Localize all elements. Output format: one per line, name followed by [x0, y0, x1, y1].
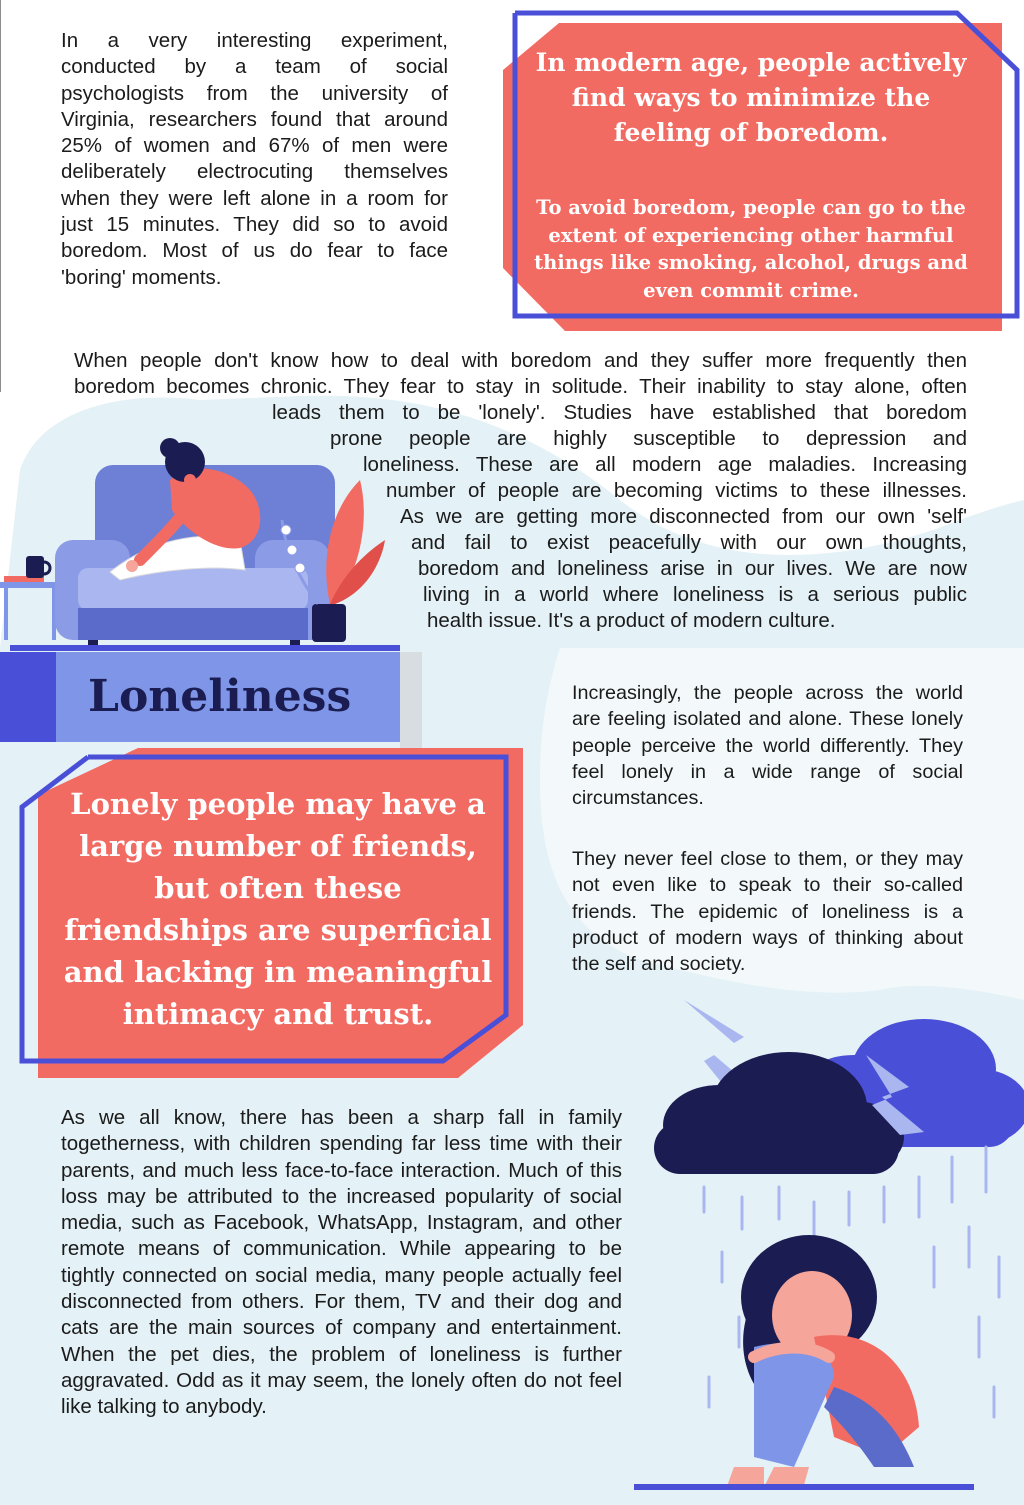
boredom-line: prone people are highly susceptible to depression and [330, 427, 967, 450]
boredom-line: number of people are becoming victims to these illnesses. [386, 479, 967, 502]
boredom-line: As we are getting more disconnected from our own 'self' [400, 505, 967, 528]
right-paragraph-2: They never feel close to them, or they may not even like to speak to their so-called friends. The epidemic of loneliness is a product of modern ways of thinking about the self and society. [572, 848, 963, 976]
boredom-line: loneliness. These are all modern age maladies. Increasing [363, 453, 967, 476]
top-callout [497, 8, 1024, 338]
section-title: Loneliness [88, 671, 352, 722]
lonely-callout [18, 745, 528, 1085]
boredom-line: leads them to be 'lonely'. Studies have established that boredom [272, 401, 967, 424]
lonely-callout-text: Lonely people may have a large number of friends, but often these friendships are superficial and lacking in meaningful intimacy and trust. [63, 787, 493, 1031]
family-paragraph: As we all know, there has been a sharp fall in family togetherness, with children spending far less time with their parents, and much less face-to-face interaction. Much of this loss may be attributed to the increased popularity of social media, such as Facebook, WhatsApp, Instagram, and other remote means of communication. While appearing to be tightly connected on social media, many people actually feel disconnected from others. For them, TV and their dog and cats are the main sources of company and entertainment. When the pet dies, the problem of loneliness is further aggravated. Odd as it may seem, the lonely often do not feel like talking to anybody. [61, 1106, 622, 1419]
boredom-line: boredom becomes chronic. They fear to stay in solitude. Their inability to stay alone, often [74, 375, 967, 398]
boredom-line: When people don't know how to deal with boredom and they suffer more frequently then [74, 349, 967, 372]
boredom-line: boredom and loneliness arise in our lives. We are now [418, 557, 967, 580]
right-paragraph-1: Increasingly, the people across the world are feeling isolated and alone. These lonely people perceive the world differently. They feel lonely in a wide range of social circumstances. [572, 682, 963, 810]
sad-woman-on-sofa-illustration [0, 390, 400, 660]
section-banner [0, 652, 430, 748]
coffee-mug-icon [26, 556, 50, 578]
boredom-line: living in a world where loneliness is a serious public [423, 583, 967, 606]
boredom-line: and fail to exist peacefully with our own thoughts, [411, 531, 967, 554]
intro-paragraph: In a very interesting experiment, conducted by a team of social psychologists from the university of Virginia, researchers found that around 25% of women and 67% of men were deliberately electrocuting themselves when they were left alone in a room for just 15 minutes. They did so to avoid boredom. Most of us do fear to face 'boring' moments. [61, 29, 448, 289]
woman-hugging-knees [726, 1235, 919, 1489]
boredom-line-last: health issue. It's a product of modern culture. [427, 609, 836, 632]
storm-and-woman-illustration [634, 997, 1024, 1502]
top-callout-subtext: To avoid boredom, people can go to the extent of experiencing other harmful things like smoking, alcohol, drugs and even commit crime. [534, 196, 968, 302]
top-callout-headline: In modern age, people actively find ways to minimize the feeling of boredom. [535, 48, 967, 147]
side-table-top [0, 582, 62, 588]
